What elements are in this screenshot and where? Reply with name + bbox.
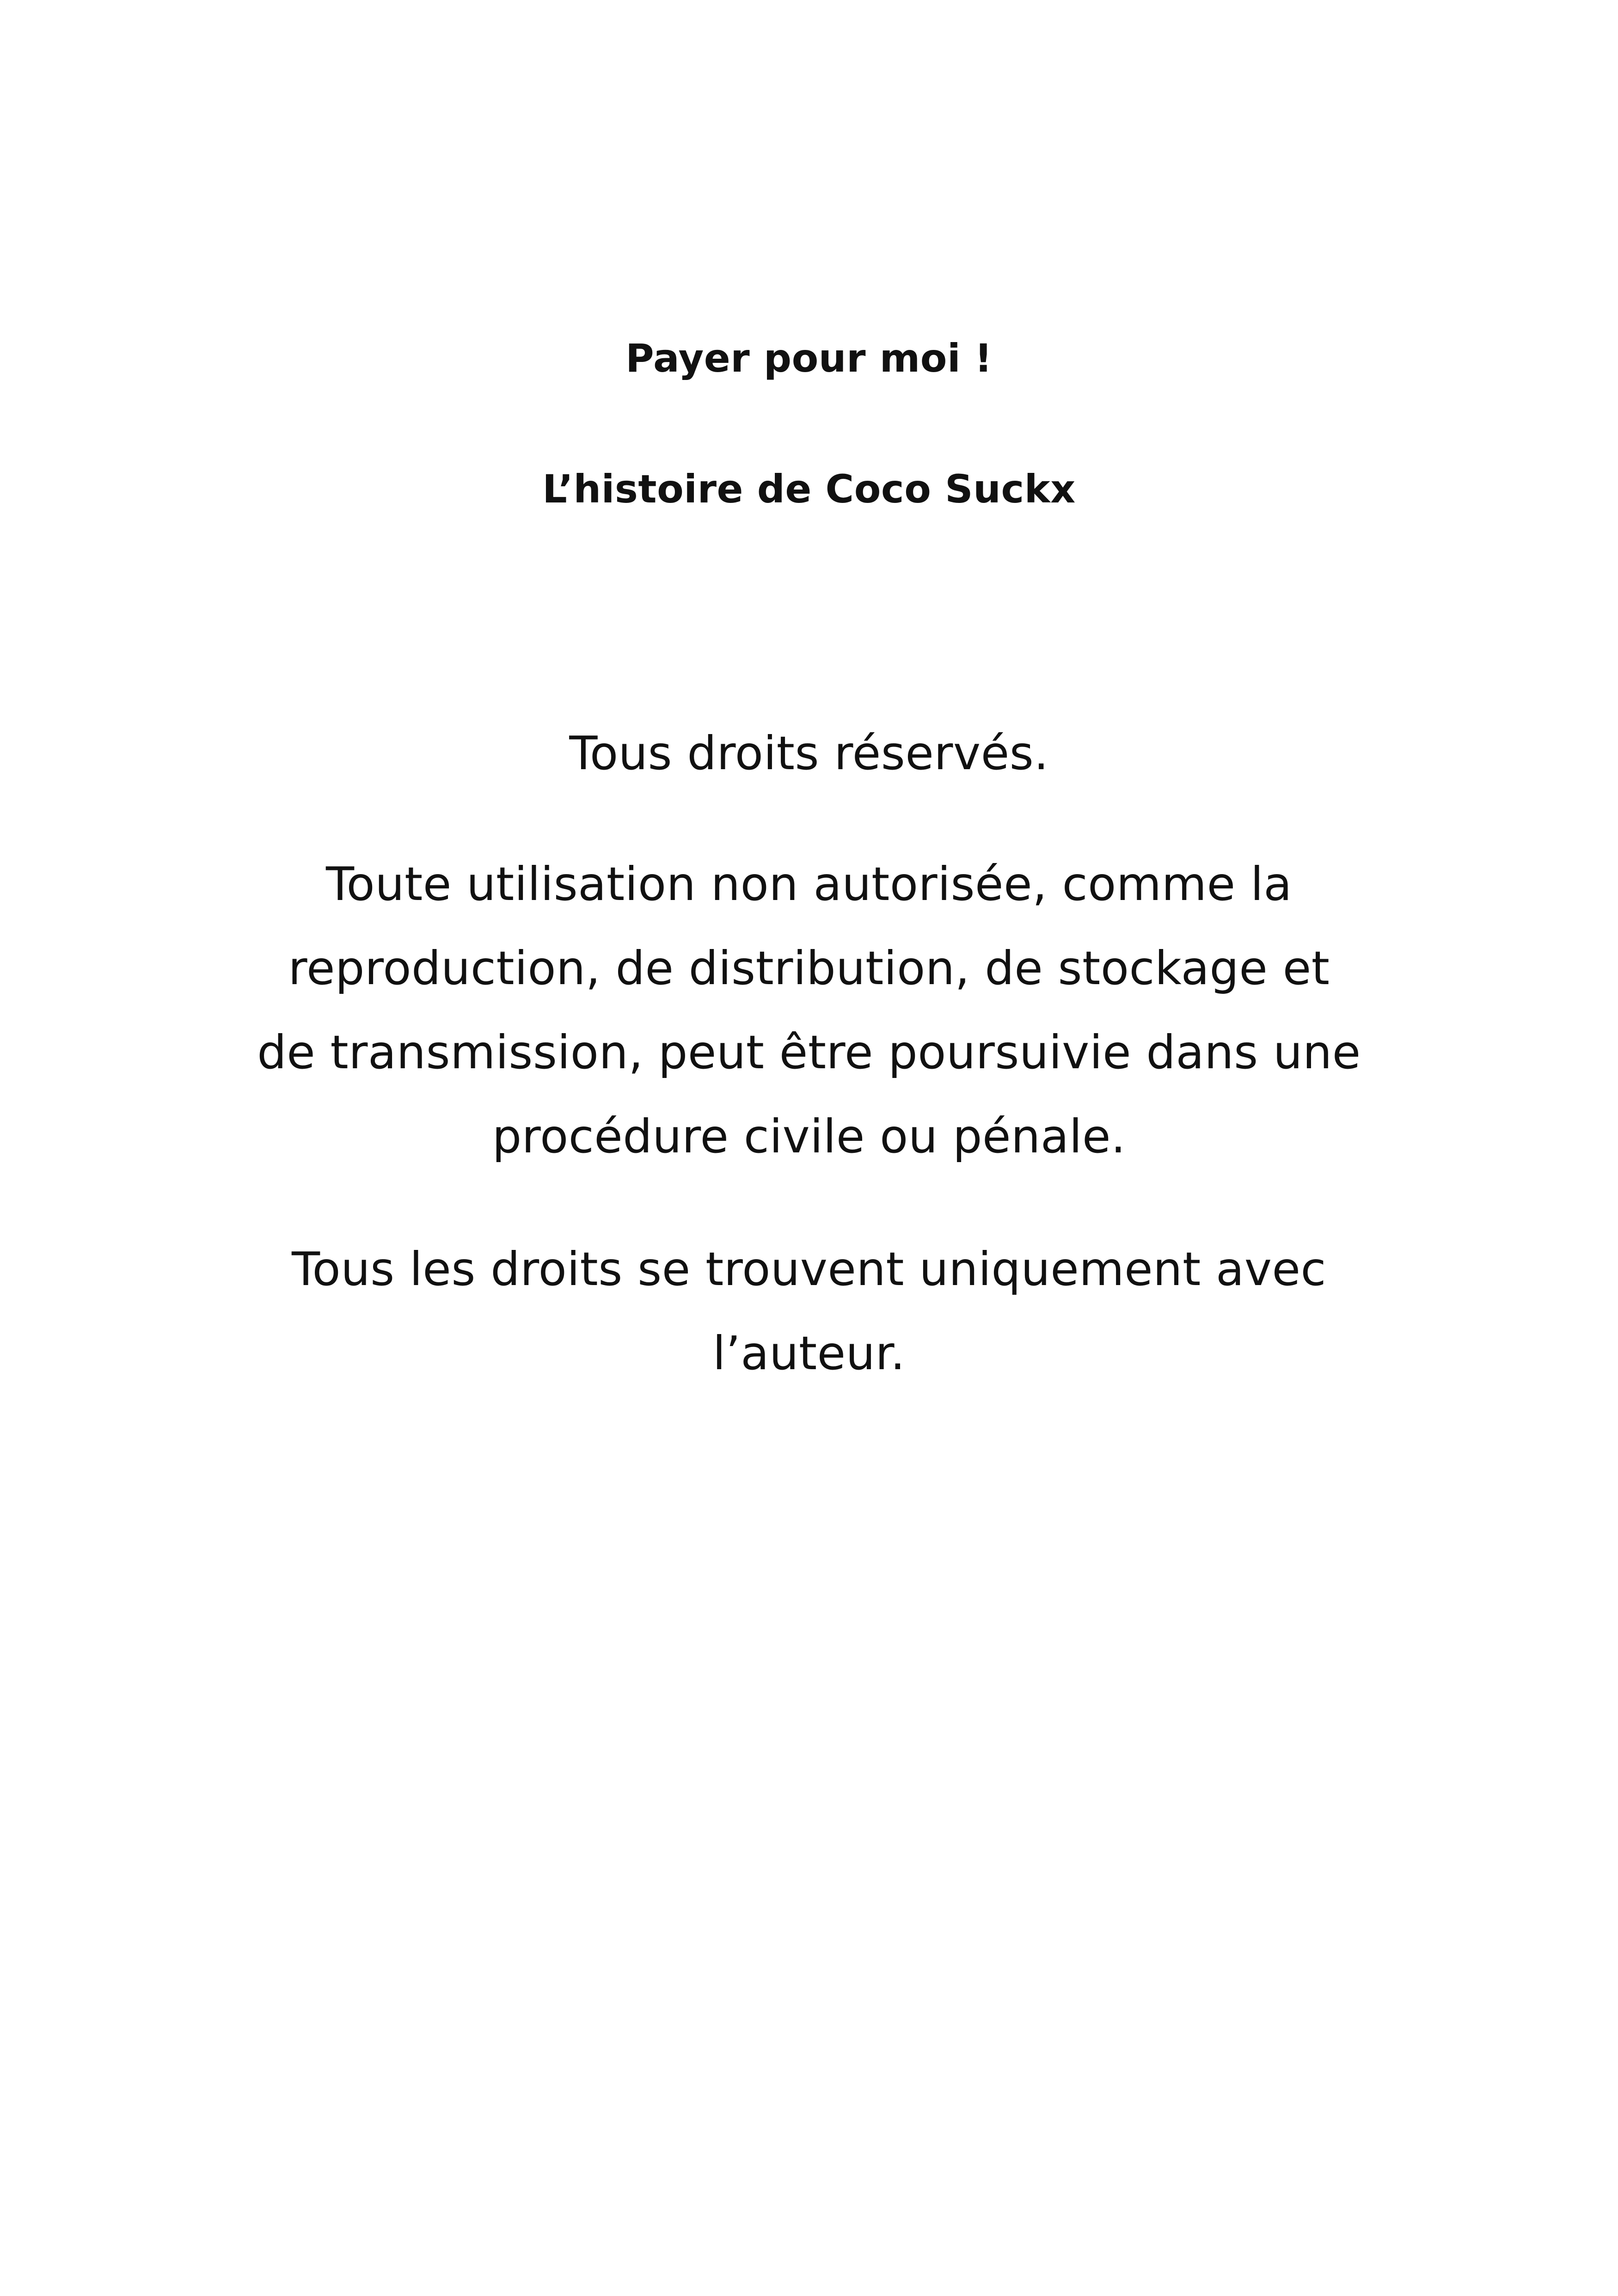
notice-line-3: de transmission, peut être poursuivie dans une [257, 1025, 1361, 1079]
notice-line-2: reproduction, de distribution, de stockage et [288, 941, 1330, 995]
author-rights-line-1: Tous les droits se trouvent uniquement avec [291, 1242, 1327, 1296]
rights-reserved-text: Tous droits réservés. [569, 726, 1049, 780]
notice-line-4: procédure civile ou pénale. [492, 1109, 1126, 1163]
document-title: Payer pour moi ! [625, 336, 993, 381]
author-rights-line-2: l’auteur. [712, 1326, 906, 1380]
notice-line-1: Toute utilisation non autorisée, comme la [325, 857, 1293, 911]
document-subtitle: L’histoire de Coco Suckx [542, 466, 1076, 512]
